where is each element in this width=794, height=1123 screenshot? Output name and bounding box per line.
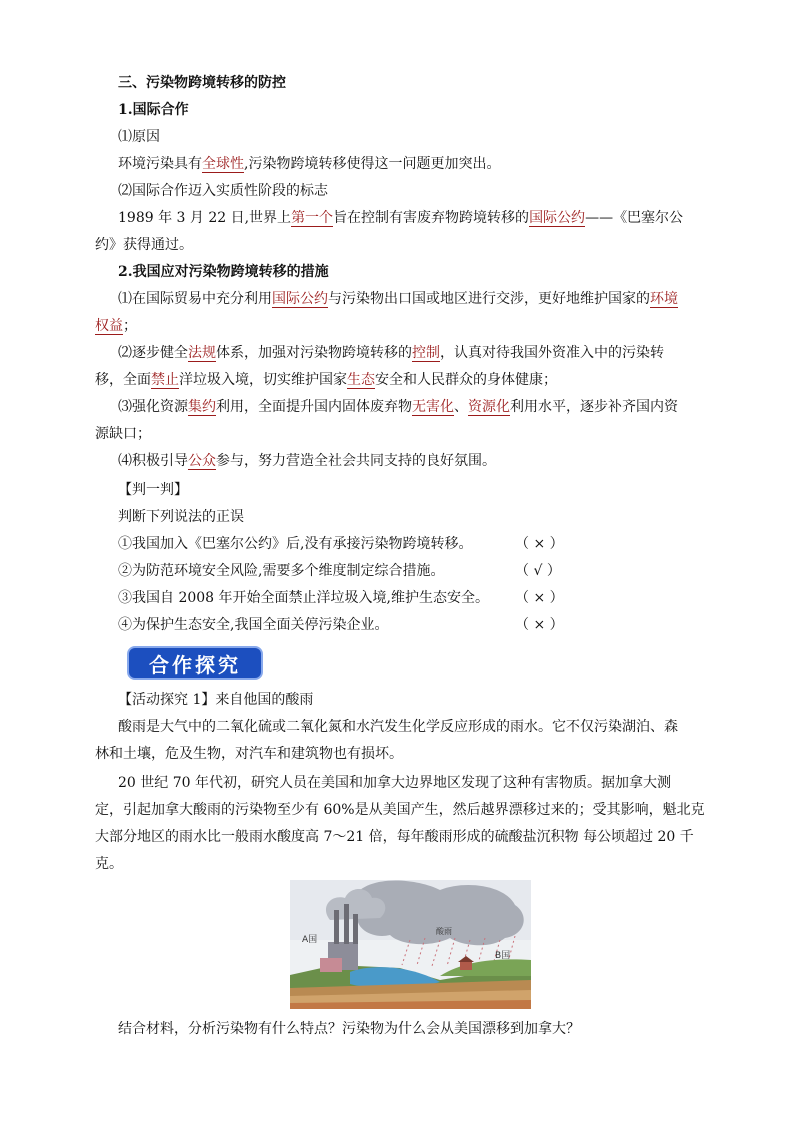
section-title: 三、污染物跨境转移的防控 (118, 75, 286, 91)
keyword-underline: 法规 (188, 345, 216, 361)
label-country-b: B国 (495, 951, 511, 961)
judge-instruction: 判断下列说法的正误 (118, 509, 244, 525)
judge-answer-1: （ × ） (515, 536, 564, 552)
banner-label: 合作探究 (149, 652, 241, 677)
measure-3-line1: ⑶强化资源集约利用，全面提升国内固体废弃物无害化、资源化利用水平，逐步补齐国内资 (118, 399, 678, 415)
measure-3-line2: 源缺口； (95, 426, 151, 442)
keyword-underline: 控制 (412, 345, 440, 361)
keyword-underline: 第一个 (291, 210, 334, 226)
cooperation-banner (127, 646, 263, 680)
judge-answer-4: （ × ） (515, 617, 564, 633)
keyword-underline: 国际公约 (272, 291, 328, 307)
mark-label: ⑵国际合作迈入实质性阶段的标志 (118, 183, 328, 199)
keyword-underline: 禁止 (151, 372, 179, 388)
keyword-underline: 权益 (95, 318, 123, 334)
label-acid-rain: 酸雨 (436, 927, 452, 936)
measure-1-line1: ⑴在国际贸易中充分利用国际公约与污染物出口国或地区进行交涉，更好地维护国家的环境 (118, 291, 678, 307)
measure-1-line2: 权益； (95, 318, 137, 334)
keyword-underline: 集约 (188, 399, 216, 415)
measure-2-line1: ⑵逐步健全法规体系，加强对污染物跨境转移的控制，认真对待我国外资准入中的污染转 (118, 345, 664, 361)
activity-p2-line3: 大部分地区的雨水比一般雨水酸度高 7～21 倍，每年酸雨形成的硫酸盐沉积物 每公顷超过 20 千 (95, 829, 694, 845)
activity-p1-line1: 酸雨是大气中的二氧化硫或二氧化氮和水汽发生化学反应形成的雨水。它不仅污染湖泊、森 (118, 719, 678, 735)
keyword-underline: 国际公约 (529, 210, 586, 226)
mark-text-line1: 1989 年 3 月 22 日,世界上第一个旨在控制有害废弃物跨境转移的国际公约——《巴塞尔公 (118, 210, 684, 226)
measure-4-line: ⑷积极引导公众参与，努力营造全社会共同支持的良好氛围。 (118, 453, 496, 469)
reason-text: 环境污染具有全球性,污染物跨境转移使得这一问题更加突出。 (118, 156, 501, 172)
activity-p2-line1: 20 世纪 70 年代初，研究人员在美国和加拿大边界地区发现了这种有害物质。据加拿大测 (118, 775, 671, 791)
activity-question: 结合材料，分析污染物有什么特点？污染物为什么会从美国漂移到加拿大？ (118, 1021, 580, 1037)
acid-rain-illustration (290, 880, 531, 1009)
keyword-underline: 全球性 (202, 156, 244, 172)
keyword-underline: 无害化 (412, 399, 454, 415)
activity-p1-line2: 林和土壤，危及生物，对汽车和建筑物也有损坏。 (95, 746, 403, 762)
activity-heading: 【活动探究 1】来自他国的酸雨 (118, 692, 314, 708)
judge-item-2: ②为防范环境安全风险,需要多个维度制定综合措施。 (118, 563, 445, 579)
activity-p2-line2: 定，引起加拿大酸雨的污染物至少有 60%是从美国产生，然后越界漂移过来的；受其影响，魁北克 (95, 802, 705, 818)
judge-item-1: ①我国加入《巴塞尔公约》后,没有承接污染物跨境转移。 (118, 536, 473, 552)
mark-text-line2: 约》获得通过。 (95, 237, 193, 253)
judge-heading: 【判一判】 (118, 482, 188, 498)
intl-heading: 1.国际合作 (118, 102, 189, 118)
keyword-underline: 生态 (347, 372, 375, 388)
keyword-underline: 资源化 (468, 399, 510, 415)
reason-label: ⑴原因 (118, 129, 160, 145)
keyword-underline: 环境 (650, 291, 678, 307)
judge-item-4: ④为保护生态安全,我国全面关停污染企业。 (118, 617, 389, 633)
measures-heading: 2.我国应对污染物跨境转移的措施 (118, 264, 329, 280)
activity-p2-line4: 克。 (95, 856, 123, 872)
measure-2-line2: 移，全面禁止洋垃圾入境，切实维护国家生态安全和人民群众的身体健康； (95, 372, 557, 388)
judge-answer-3: （ × ） (515, 590, 564, 606)
judge-answer-2: （ √ ） (515, 563, 561, 579)
keyword-underline: 公众 (188, 453, 216, 469)
judge-item-3: ③我国自 2008 年开始全面禁止洋垃圾入境,维护生态安全。 (118, 590, 489, 606)
label-country-a: A国 (302, 935, 318, 945)
